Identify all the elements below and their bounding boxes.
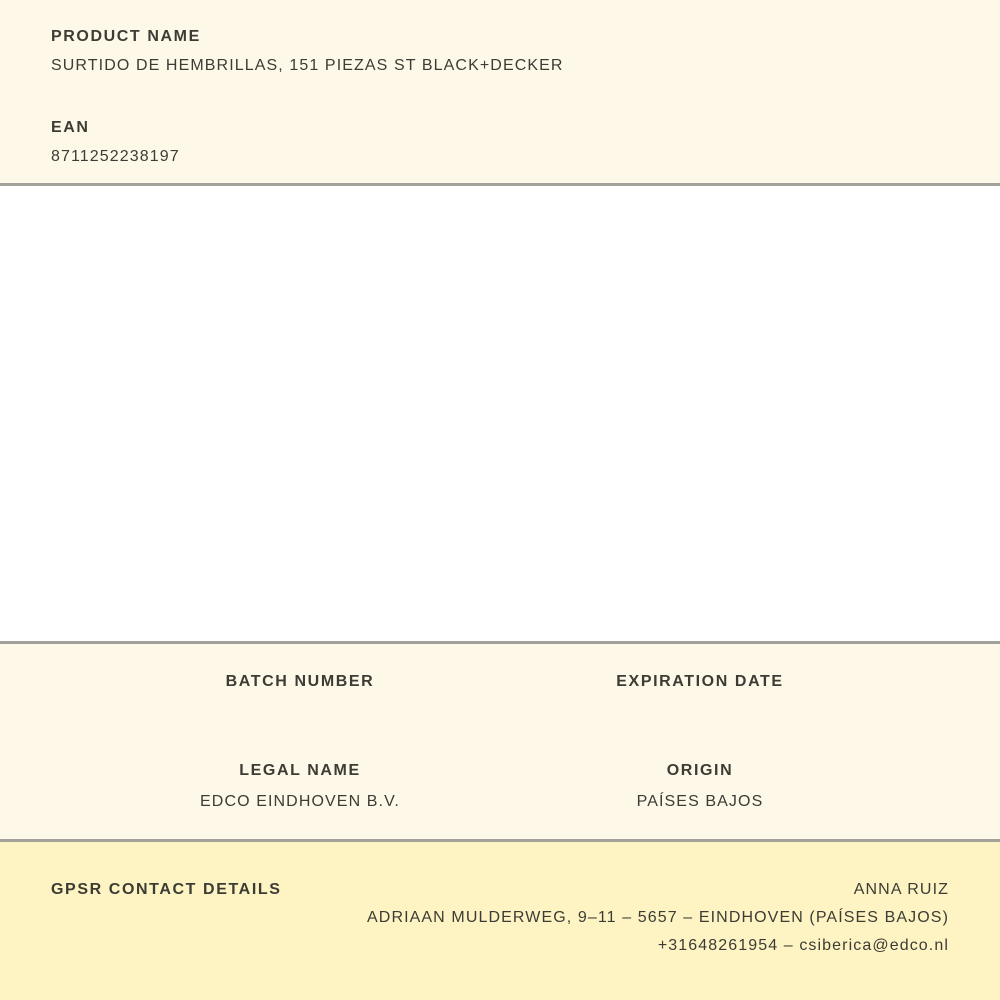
ean-value: 8711252238197 [51, 148, 180, 165]
origin-value: PAÍSES BAJOS [636, 793, 764, 810]
ean-label: EAN [51, 119, 90, 136]
legal-name-field [100, 761, 500, 811]
product-name-label: PRODUCT NAME [51, 28, 201, 45]
gpsr-contact-phone-email: +31648261954 – csiberica@edco.nl [657, 937, 949, 954]
product-name-value: SURTIDO DE HEMBRILLAS, 151 PIEZAS ST BLACK+DECKER [51, 57, 564, 74]
ean-field [51, 118, 949, 166]
legal-name-value: EDCO EINDHOVEN B.V. [200, 793, 400, 810]
product-image-placeholder [0, 186, 1000, 644]
batch-number-value [100, 703, 500, 722]
origin-label: ORIGIN [666, 762, 734, 779]
gpsr-contact-block [282, 876, 949, 960]
gpsr-contact-name: ANNA RUIZ [853, 881, 949, 898]
expiration-date-label: EXPIRATION DATE [616, 673, 784, 690]
product-name-field [51, 27, 949, 75]
origin-field [500, 761, 900, 811]
expiration-date-value [500, 703, 900, 722]
expiration-date-field [500, 672, 900, 722]
batch-number-field [100, 672, 500, 722]
product-header-section [0, 0, 1000, 186]
product-details-section [0, 644, 1000, 842]
gpsr-contact-label: GPSR CONTACT DETAILS [51, 881, 282, 898]
gpsr-contact-address: ADRIAAN MULDERWEG, 9–11 – 5657 – EINDHOVEN (PAÍSES BAJOS) [367, 909, 949, 926]
legal-name-label: LEGAL NAME [239, 762, 361, 779]
gpsr-contact-section [0, 842, 1000, 1000]
batch-number-label: BATCH NUMBER [225, 673, 375, 690]
details-grid [100, 672, 900, 811]
